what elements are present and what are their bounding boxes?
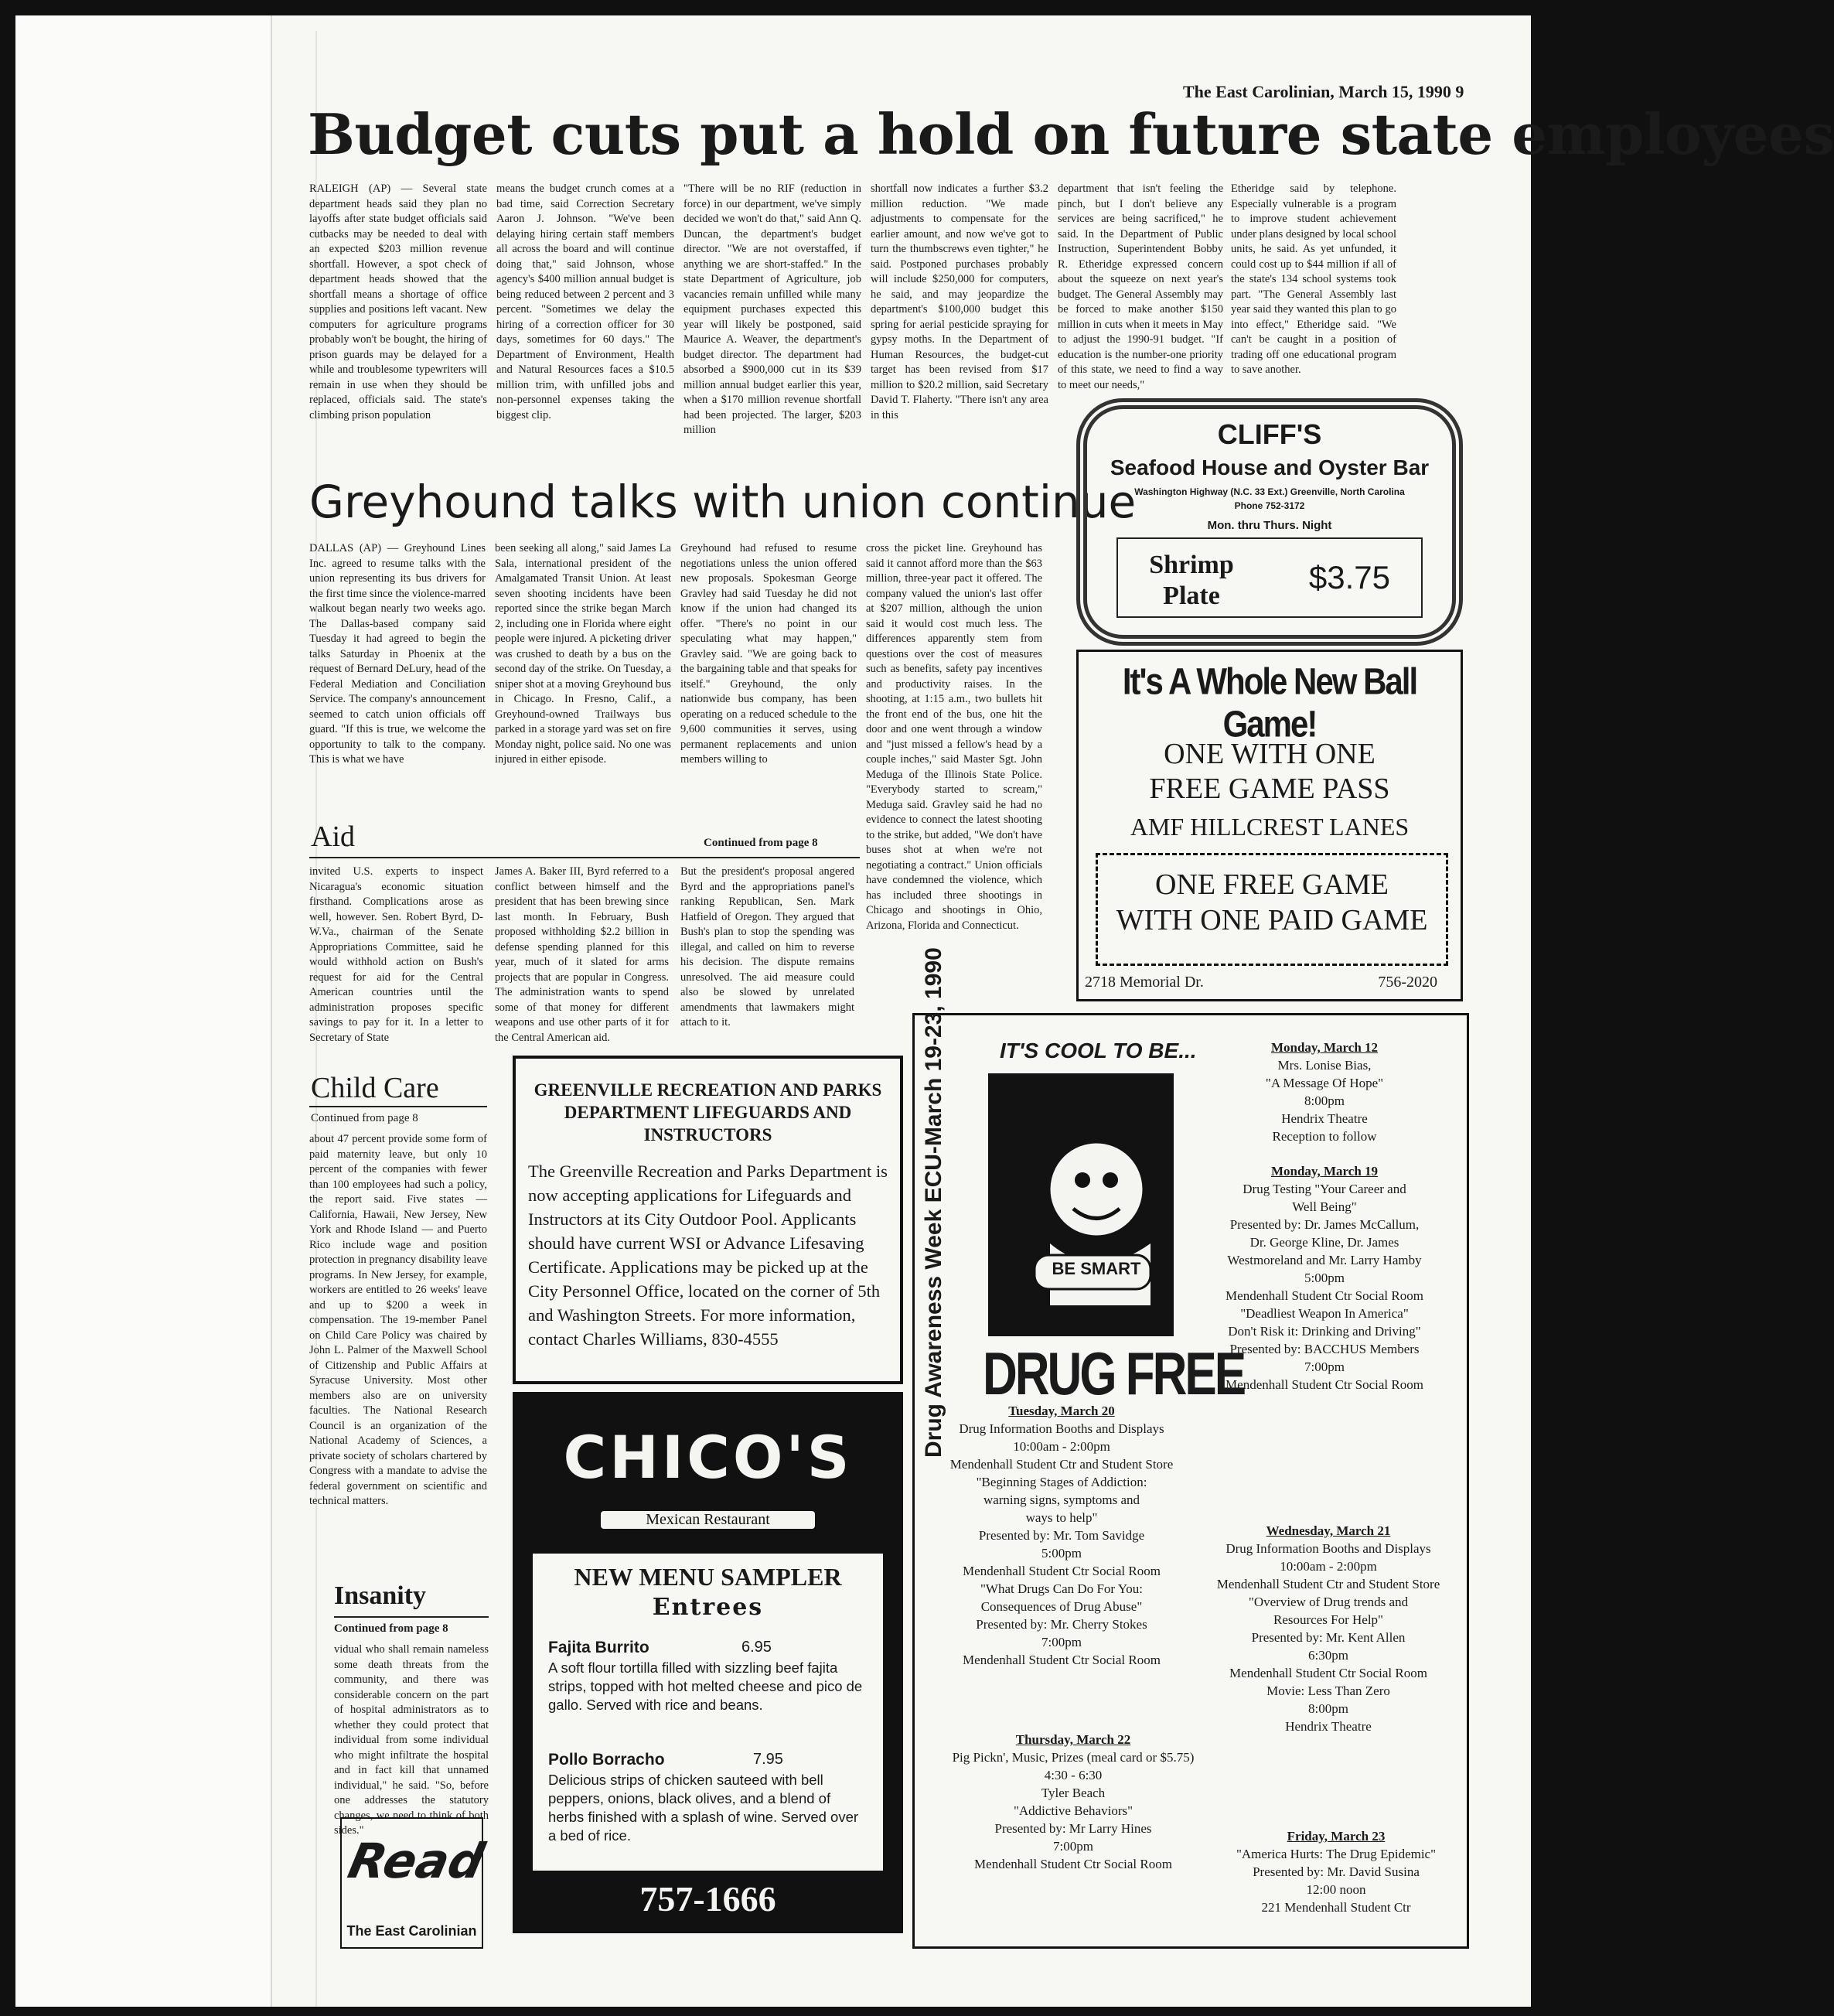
budget-headline: Budget cuts put a hold on future state employees <box>308 101 1834 167</box>
event-line: "A Message Of Hope" <box>1265 1076 1384 1090</box>
drug-wed21 <box>1193 1522 1464 1735</box>
drug-mon12 <box>1193 1039 1456 1145</box>
drug-sign-text: BE SMART <box>1052 1259 1141 1278</box>
drug-tue20 <box>930 1402 1193 1669</box>
event-line: Presented by: Dr. James McCallum, <box>1229 1217 1420 1232</box>
event-line: Mendenhall Student Ctr Social Room <box>974 1857 1172 1871</box>
greyhound-col-2: been seeking all along," said James La Sala, international president of the Amalgamated Transit Union. At least seven shooting incidents have been reported since the strike began March 2, including one in Florida where eight people were injured. A picketing driver was crushed to death by a bus on the second day of the strike. On Tuesday, a sniper shot at a moving Greyhound bus in Chicago. In Fresno, Calif., a Greyhound-owned Trailways bus parked in a storage yard was set on fire Monday night, police said. No one was injured in either episode. <box>495 542 671 766</box>
aid-col-1: invited U.S. experts to inspect Nicaragua's economic situation firsthand. Complications arose as well, however. Sen. Robert Byrd, D-W.Va., chairman of the Senate Appropriations Committee, said he would withhold action on Bush's request for aid for the Central American countries until the administration proposes specific savings to pay for it. In a letter to Secretary of State <box>309 865 483 1044</box>
aid-col-3: But the president's proposal angered Byrd and the appropriations panel's ranking Republican, Sen. Mark Hatfield of Oregon. They argued that Bush's plan to stop the spending was illegal, and called on him to reverse his decision. The dispute remains unresolved. The aid measure could also be slowed by unrelated amendments that lawmakers might attach to it. <box>680 865 854 1028</box>
event-line: Presented by: Mr. Cherry Stokes <box>976 1617 1147 1632</box>
mascot-icon <box>988 1073 1174 1336</box>
event-line: Presented by: Mr. Kent Allen <box>1251 1630 1406 1645</box>
drug-tue20-lines <box>930 1420 1193 1669</box>
cliffs-subtitle: Seafood House and Oyster Bar <box>1110 455 1430 479</box>
event-line: 5:00pm <box>1304 1271 1345 1285</box>
aid-rule <box>309 857 860 858</box>
event-line: Mrs. Lonise Bias, <box>1277 1058 1372 1073</box>
cliffs-item: Shrimp Plate <box>1149 551 1234 610</box>
event-line: Well Being" <box>1292 1199 1357 1214</box>
childcare-continued: Continued from page 8 <box>311 1112 418 1124</box>
event-line: Hendrix Theatre <box>1281 1111 1368 1126</box>
drug-mon19 <box>1185 1162 1464 1393</box>
drug-mon12-date: Monday, March 12 <box>1270 1040 1379 1055</box>
bowling-ad <box>1076 650 1463 1001</box>
event-line: Presented by: Mr Larry Hines <box>994 1821 1152 1836</box>
event-line: Reception to follow <box>1272 1129 1377 1144</box>
drug-thu22-date: Thursday, March 22 <box>1015 1732 1131 1747</box>
childcare-rule <box>309 1106 487 1107</box>
event-line: Hendrix Theatre <box>1285 1719 1372 1734</box>
drug-mon19-lines <box>1185 1180 1464 1393</box>
event-line: Mendenhall Student Ctr Social Room <box>963 1564 1161 1578</box>
bowling-coupon <box>1096 853 1448 966</box>
event-line: 7:00pm <box>1053 1839 1093 1854</box>
drug-mon12-lines <box>1193 1056 1456 1145</box>
greyhound-col-1: DALLAS (AP) — Greyhound Lines Inc. agreed to resume talks with the union representing its bus drivers for the first time since the violence-marred walkout began nearly two weeks ago. The Dallas-based company said Tuesday it had agreed to begin the talks Saturday in Phoenix at the request of Bernard DeLury, head of the Federal Mediation and Conciliation Service. The company's announcement seemed to catch union officials off guard. "If this is true, we welcome the opportunity to talk to the company. This is what we have <box>309 542 486 766</box>
event-line: 7:00pm <box>1304 1359 1345 1374</box>
insanity-rule <box>334 1616 489 1618</box>
bowling-line-1: ONE WITH ONE <box>1164 738 1376 770</box>
event-line: Presented by: Mr. Tom Savidge <box>978 1528 1145 1543</box>
event-line: 8:00pm <box>1308 1701 1348 1716</box>
event-line: Presented by: BACCHUS Members <box>1229 1342 1420 1356</box>
chicos-logo: CHICO'S <box>563 1423 853 1492</box>
left-margin-stub <box>15 15 272 2007</box>
event-line: Mendenhall Student Ctr Social Room <box>1226 1377 1423 1392</box>
recreation-title: GREENVILLE RECREATION AND PARKS DEPARTMENT LIFEGUARDS AND INSTRUCTORS <box>533 1080 882 1144</box>
event-line: 4:30 - 6:30 <box>1044 1768 1103 1782</box>
drug-vertical-title: Drug Awareness Week ECU-March 19-23, 1990 <box>921 947 946 1458</box>
aid-continued: Continued from page 8 <box>704 837 818 849</box>
chicos-entrees: Entrees <box>652 1594 764 1621</box>
cliffs-days: Mon. thru Thurs. Night <box>1207 519 1332 532</box>
budget-col-6: Etheridge said by telephone. Especially vulnerable is a program to improve student achievement under plans designed by local school units, he said. As yet unfunded, it could cost up to $44 million if all of the state's 134 school systems took part. "The General Assembly last year said they wanted this plan to go into effect," Etheridge said. "We can't be caught in a position of trading off one educational program to save another. <box>1231 182 1396 376</box>
cliffs-ad <box>1076 398 1463 646</box>
event-line: 6:30pm <box>1308 1648 1348 1663</box>
bowling-headline: It's A Whole New Ball Game! <box>1122 660 1417 745</box>
newspaper-page <box>15 15 1834 2007</box>
event-line: Don't Risk it: Drinking and Driving" <box>1228 1324 1421 1339</box>
chicos-item-2-price: 7.95 <box>753 1751 783 1768</box>
budget-col-2: means the budget crunch comes at a bad time, said Correction Secretary Aaron J. Johnson. "We've been delaying hiring certain staff members all across the board and will continue doing that," said Johnson, whose agency's $400 million annual budget is being reduced between 2 percent and 3 percent. "Sometimes we delay the hiring of a correction officer for 30 days, sometimes for 60 days." The Department of Environment, Health and Natural Resources faces a $10.5 million trim, with unfilled jobs and non-personnel expenses taking the biggest clip. <box>496 182 674 421</box>
drug-fri23 <box>1208 1827 1464 1916</box>
chicos-item-1-name: Fajita Burrito <box>548 1639 649 1656</box>
event-line: Drug Information Booths and Displays <box>1226 1541 1431 1556</box>
drug-fri23-lines <box>1208 1845 1464 1916</box>
drug-tue20-date: Tuesday, March 20 <box>1008 1404 1115 1418</box>
event-line: Mendenhall Student Ctr Social Room <box>1229 1666 1427 1680</box>
event-line: 12:00 noon <box>1306 1882 1366 1897</box>
event-line: "America Hurts: The Drug Epidemic" <box>1236 1847 1437 1861</box>
event-line: 5:00pm <box>1041 1546 1082 1561</box>
chicos-item-2-desc: Delicious strips of chicken sauteed with bell peppers, onions, black olives, and a blend of herbs finished with a splash of wine. Served over a bed of rice. <box>548 1772 859 1844</box>
insanity-continued: Continued from page 8 <box>334 1622 448 1635</box>
event-line: Tyler Beach <box>1041 1786 1106 1800</box>
drug-mon19-date: Monday, March 19 <box>1270 1164 1379 1179</box>
bowling-line-2: FREE GAME PASS <box>1149 773 1390 805</box>
event-line: Drug Information Booths and Displays <box>959 1421 1164 1436</box>
bowling-venue: AMF HILLCREST LANES <box>1130 813 1410 841</box>
event-line: 10:00am - 2:00pm <box>1280 1559 1377 1574</box>
event-line: 8:00pm <box>1304 1093 1345 1108</box>
greyhound-col-4: cross the picket line. Greyhound has said it cannot afford more than the $63 million, three-year pact it offered. The company valued the union's last offer at $207 million, although the union said it would cost much less. The differences apparently stem from questions over the cost of measures such as benefits, safety pay incentives and productivity raises. In the shooting, at 1:15 a.m., two bullets hit the front end of the bus, one hit the door and one went through a window and "just missed a fellow's head by a couple inches," said Master Sgt. John Meduga of the Illinois State Police. "Everybody started to scream," Meduga said. Gravley said he had no evidence to connect the latest shooting to the strike, but added, "We don't have buses shot at when we're not negotiating a contract." Union officials have condemned the violence, which has included three shootings in Chicago and shootings in Ohio, Arizona, Florida and Connecticut. <box>866 542 1042 932</box>
childcare-body: about 47 percent provide some form of paid maternity leave, but only 10 percent of the companies with fewer than 100 employees had such a policy, the report said. Five states — California, Hawaii, New Jersey, New York and Rhode Island — and Puerto Rico include wage and position protection in pregnancy disability leave programs. In New Jersey, for example, workers are entitled to 26 weeks' leave and up to $200 a week in compensation. The 19-member Panel on Child Care Policy was chaired by John L. Palmer of the Maxwell School of Citizenship and Public Affairs at Syracuse University. Most other members also are on university faculties. The National Research Council is an organization of the National Academy of Sciences, a private society of scholars chartered by Congress with a mandate to advise the federal government on scientific and technical matters. <box>309 1133 487 1507</box>
event-line: Movie: Less Than Zero <box>1266 1683 1390 1698</box>
chicos-item-1-desc: A soft flour tortilla filled with sizzling beef fajita strips, topped with hot melted cheese and pico de gallo. Served with rice and beans. <box>548 1660 863 1713</box>
childcare-title: Child Care <box>311 1072 439 1104</box>
aid-title: Aid <box>311 820 355 853</box>
event-line: Mendenhall Student Ctr and Student Store <box>1216 1577 1440 1591</box>
event-line: Drug Testing "Your Career and <box>1243 1182 1406 1196</box>
aid-col-2: James A. Baker III, Byrd referred to a conflict between himself and the president that has been brewing since last month. In February, Bush proposed withholding $2.2 billion in defense spending planned for this year, much of it slated for arms projects that are popular in Congress. The administration wants to spend some of that money for different weapons and use other parts of it for the Central American aid. <box>495 865 669 1044</box>
drug-fri23-date: Friday, March 23 <box>1287 1829 1386 1844</box>
event-line: Westmoreland and Mr. Larry Hamby <box>1227 1253 1422 1267</box>
chicos-tagline: Mexican Restaurant <box>601 1511 815 1529</box>
bowling-coupon-line-1: ONE FREE GAME <box>1155 868 1389 901</box>
event-line: Consequences of Drug Abuse" <box>980 1599 1143 1614</box>
read-ad <box>340 1817 489 1949</box>
budget-col-3: "There will be no RIF (reduction in force) in our department, we've simply decided we won't do that," said Ann Q. Duncan, the department's budget director. "We are not overstaffed, if anything we are short-staffed." In the state Department of Agriculture, job vacancies remain unfilled while many equipment purchases expected this year will likely be postponed, said Maurice A. Weaver, the department's budget director. The department had absorbed a $900,000 cut in its $39 million annual budget earlier this year, when a $170 million revenue shortfall had been projected. The larger, $203 million <box>683 182 861 436</box>
greyhound-headline: Greyhound talks with union continue <box>309 476 1137 528</box>
cliffs-price: $3.75 <box>1308 559 1390 595</box>
recreation-body: The Greenville Recreation and Parks Department is now accepting applications for Lifeguards and Instructors at its City Outdoor Pool. Applicants should have current WSI or Advance Lifesaving Certificate. Applications may be picked up at the City Personnel Office, located on the corner of 5th and Washington Streets. For more information, contact Charles Williams, 830-4555 <box>528 1162 888 1349</box>
recreation-ad <box>513 1056 903 1384</box>
event-line: 221 Mendenhall Student Ctr <box>1261 1900 1411 1915</box>
chicos-item-2-name: Pollo Borracho <box>548 1751 665 1769</box>
event-line: "What Drugs Can Do For You: <box>980 1581 1143 1596</box>
event-line: Mendenhall Student Ctr Social Room <box>963 1653 1161 1667</box>
drug-cool-text: IT'S COOL TO BE... <box>1000 1039 1197 1063</box>
event-line: "Addictive Behaviors" <box>1013 1803 1133 1818</box>
event-line: Resources For Help" <box>1273 1612 1383 1627</box>
drug-thu22 <box>930 1731 1216 1873</box>
event-line: warning signs, symptoms and <box>983 1492 1140 1507</box>
insanity-body: vidual who shall remain nameless some death threats from the community, and there was considerable concern on the part of hospital administrators as to whether they could protect that individual from some individual who might infiltrate the hospital and in fact kill that unnamed individual," he said. "So, before one addresses the statutory changes, we need to think of both sides." <box>334 1643 489 1837</box>
chicos-sampler: NEW MENU SAMPLER <box>574 1563 842 1591</box>
bowling-coupon-line-2: WITH ONE PAID GAME <box>1116 904 1428 936</box>
chicos-item-1-price: 6.95 <box>741 1639 772 1656</box>
event-line: Presented by: Mr. David Susina <box>1253 1864 1420 1879</box>
event-line: "Overview of Drug trends and <box>1248 1595 1409 1609</box>
bowling-address: 2718 Memorial Dr. <box>1085 974 1204 991</box>
cliffs-address: Washington Highway (N.C. 33 Ext.) Greenville, North Carolina <box>1134 486 1405 497</box>
drug-free-text: DRUG FREE <box>983 1341 1245 1408</box>
drug-wed21-date: Wednesday, March 21 <box>1266 1523 1391 1538</box>
drug-thu22-lines <box>930 1748 1216 1873</box>
drug-illustration <box>988 1073 1174 1336</box>
event-line: Mendenhall Student Ctr and Student Store <box>949 1457 1174 1472</box>
insanity-title: Insanity <box>334 1581 427 1610</box>
cliffs-special-box <box>1116 537 1423 618</box>
chicos-menu-panel <box>533 1554 883 1871</box>
bowling-phone: 756-2020 <box>1378 974 1437 991</box>
event-line: 10:00am - 2:00pm <box>1013 1439 1110 1454</box>
event-line: Pig Pickn', Music, Prizes (meal card or $5.75) <box>952 1750 1195 1765</box>
budget-col-5: department that isn't feeling the pinch, but I don't believe any services are being sacrificed," he said. In the Department of Public Instruction, Superintendent Bobby R. Etheridge expressed concern about the squeeze on next year's budget. The General Assembly may be forced to make another $150 million in cuts when it meets in May to adjust the 1990-91 budget. "If education is the number-one priority of this state, we need to find a way to meet our needs," <box>1058 182 1223 391</box>
drug-wed21-lines <box>1193 1540 1464 1735</box>
event-line: "Beginning Stages of Addiction: <box>976 1475 1147 1489</box>
event-line: Dr. George Kline, Dr. James <box>1249 1235 1399 1250</box>
event-line: "Deadliest Weapon In America" <box>1240 1306 1409 1321</box>
cliffs-phone: Phone 752-3172 <box>1234 500 1305 511</box>
chicos-phone: 757-1666 <box>639 1879 776 1919</box>
event-line: 7:00pm <box>1041 1635 1082 1649</box>
budget-col-4: shortfall now indicates a further $3.2 million reduction. "We made adjustments to compensate for the earlier amount, and now we've got to turn the thumbscrews even tighter," he said. Postponed purchases probably will include $250,000 for computers, he said, and may jeopardize the department's $100,000 budget this spring for aerial pesticide spraying for gypsy moths. In the Department of Human Resources, the budget-cut target has been revised from $17 million to $20.2 million, said Secretary David T. Flaherty. "There isn't any area in this <box>871 182 1048 421</box>
dateline: The East Carolinian, March 15, 1990 9 <box>1183 82 1464 101</box>
greyhound-col-3: Greyhound had refused to resume negotiations unless the union offered new proposals. Spokesman George Gravley had said Tuesday he did not know if the union had changed its offer. "There's no point in our speculating what may happen," Gravley said. "We are going back to the bargaining table and that speaks for itself." Greyhound, the only nationwide bus company, has been operating on a reduced schedule to the 9,600 communities it serves, using permanent replacements and union members willing to <box>680 542 857 766</box>
cliffs-name: CLIFF'S <box>1217 418 1322 450</box>
budget-col-1: RALEIGH (AP) — Several state department heads said they plan no layoffs after state budget officials said cutbacks may be needed to deal with an expected $203 million revenue shortfall. However, a spot check of department heads showed that the shortfall means a shortage of office supplies and positions left vacant. New computers for agriculture programs probably won't be bought, the hiring of prison guards may be delayed for a while and troublesome typewriters will remain in use when they should be replaced, officials said. The state's climbing prison population <box>309 182 487 421</box>
event-line: Mendenhall Student Ctr Social Room <box>1226 1288 1423 1303</box>
read-logo: Read <box>343 1833 489 1889</box>
event-line: ways to help" <box>1025 1510 1098 1525</box>
read-caption: The East Carolinian <box>346 1923 477 1939</box>
chicos-ad <box>513 1392 903 1933</box>
